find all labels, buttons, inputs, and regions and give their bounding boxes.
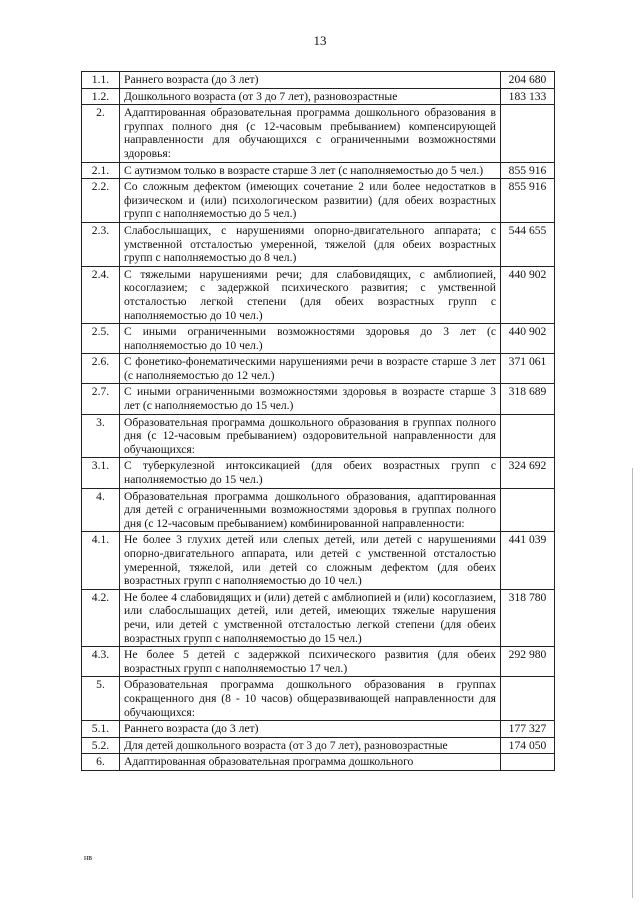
row-description: Образовательная программа дошкольного образования в группах сокращенного дня (8 - 10 часов) общеразвивающей направленности для обучающихся:: [120, 677, 501, 721]
row-number: 1.1.: [82, 72, 120, 89]
row-description: С иными ограниченными возможностями здоровья до 3 лет (с наполняемостью до 10 чел.): [120, 324, 501, 354]
row-number: 4.3.: [82, 647, 120, 677]
row-value: 855 916: [501, 162, 555, 179]
row-description: С иными ограниченными возможностями здоровья в возрасте старше 3 лет (с наполняемостью до 15 чел.): [120, 384, 501, 414]
row-number: 3.: [82, 414, 120, 458]
row-value: 174 050: [501, 737, 555, 754]
row-number: 1.2.: [82, 88, 120, 105]
row-value: [501, 677, 555, 721]
row-value: 292 980: [501, 647, 555, 677]
row-description: С тяжелыми нарушениями речи; для слабовидящих, с амблиопией, косоглазием; с задержкой психического развития; с умственной отсталостью легкой степени (для обеих возрастных групп с наполняемостью до 10 чел.): [120, 266, 501, 323]
row-number: 2.6.: [82, 354, 120, 384]
row-value: 371 061: [501, 354, 555, 384]
table-row: [82, 589, 555, 646]
table-row: [82, 324, 555, 354]
footer-initials: нв: [84, 853, 93, 862]
row-value: [501, 414, 555, 458]
row-number: 2.5.: [82, 324, 120, 354]
table-row: [82, 488, 555, 532]
row-value: 318 689: [501, 384, 555, 414]
row-description: Дошкольного возраста (от 3 до 7 лет), разновозрастные: [120, 88, 501, 105]
row-description: Для детей дошкольного возраста (от 3 до 7 лет), разновозрастные: [120, 737, 501, 754]
row-number: 2.2.: [82, 179, 120, 223]
row-value: 183 133: [501, 88, 555, 105]
row-number: 2.4.: [82, 266, 120, 323]
row-description: Образовательная программа дошкольного образования, адаптированная для детей с ограниченными возможностями здоровья в группах полного дня (с 12-часовым пребыванием) комбинированной направленности:: [120, 488, 501, 532]
table-row: [82, 354, 555, 384]
tariff-table: [81, 71, 555, 771]
table-row: [82, 737, 555, 754]
table-row: [82, 222, 555, 266]
row-description: Образовательная программа дошкольного образования в группах полного дня (с 12-часовым пребыванием) оздоровительной направленности для обучающихся:: [120, 414, 501, 458]
row-description: Со сложным дефектом (имеющих сочетание 2 или более недостатков в физическом и (или) психологическом развитии) (для обеих возрастных групп с наполняемостью до 5 чел.): [120, 179, 501, 223]
table-row: [82, 677, 555, 721]
row-number: 4.2.: [82, 589, 120, 646]
row-value: 855 916: [501, 179, 555, 223]
row-description: Не более 4 слабовидящих и (или) детей с амблиопией и (или) косоглазием, или слабослышащих детей, или детей, имеющих тяжелые нарушения речи, или детей с умственной отсталостью легкой степени (для обеих возрастных групп с наполняемостью до 15 чел.): [120, 589, 501, 646]
row-value: [501, 105, 555, 162]
row-value: 318 780: [501, 589, 555, 646]
table-row: [82, 72, 555, 89]
table-row: [82, 266, 555, 323]
row-value: 177 327: [501, 721, 555, 738]
table-row: [82, 458, 555, 488]
row-number: 5.: [82, 677, 120, 721]
row-number: 3.1.: [82, 458, 120, 488]
row-value: 204 680: [501, 72, 555, 89]
scan-edge-line: [632, 468, 633, 898]
row-description: Не более 3 глухих детей или слепых детей, или детей с нарушениями опорно-двигательного аппарата, или детей с умственной отсталостью умеренной, тяжелой, или детей со сложным дефектом (для обеих возрастных групп с наполняемостью до 10 чел.): [120, 532, 501, 589]
row-value: 544 655: [501, 222, 555, 266]
row-value: 441 039: [501, 532, 555, 589]
row-number: 5.1.: [82, 721, 120, 738]
table-row: [82, 754, 555, 771]
row-number: 6.: [82, 754, 120, 771]
table-row: [82, 721, 555, 738]
row-number: 5.2.: [82, 737, 120, 754]
row-value: 440 902: [501, 324, 555, 354]
row-description: С аутизмом только в возрасте старше 3 лет (с наполняемостью до 5 чел.): [120, 162, 501, 179]
table-row: [82, 105, 555, 162]
row-number: 2.7.: [82, 384, 120, 414]
row-description: Слабослышащих, с нарушениями опорно-двигательного аппарата; с умственной отсталостью умеренной, тяжелой (для обеих возрастных групп с наполняемостью до 8 чел.): [120, 222, 501, 266]
row-number: 2.1.: [82, 162, 120, 179]
row-value: [501, 754, 555, 771]
table-body: [82, 72, 555, 771]
row-value: 440 902: [501, 266, 555, 323]
row-number: 2.: [82, 105, 120, 162]
row-number: 4.: [82, 488, 120, 532]
table-row: [82, 532, 555, 589]
row-description: Не более 5 детей с задержкой психического развития (для обеих возрастных групп с наполняемостью 17 чел.): [120, 647, 501, 677]
table-row: [82, 179, 555, 223]
row-description: С туберкулезной интоксикацией (для обеих возрастных групп с наполняемостью до 15 чел.): [120, 458, 501, 488]
table-row: [82, 384, 555, 414]
table-row: [82, 162, 555, 179]
row-number: 4.1.: [82, 532, 120, 589]
row-number: 2.3.: [82, 222, 120, 266]
row-value: [501, 488, 555, 532]
page-number: 13: [313, 33, 327, 48]
row-value: 324 692: [501, 458, 555, 488]
row-description: Адаптированная образовательная программа дошкольного: [120, 754, 501, 771]
row-description: Раннего возраста (до 3 лет): [120, 721, 501, 738]
table-row: [82, 414, 555, 458]
row-description: Адаптированная образовательная программа дошкольного образования в группах полного дня (с 12-часовым пребыванием) компенсирующей направленности для обучающихся с ограниченными возможностями здоровья:: [120, 105, 501, 162]
row-description: Раннего возраста (до 3 лет): [120, 72, 501, 89]
table-row: [82, 88, 555, 105]
row-description: С фонетико-фонематическими нарушениями речи в возрасте старше 3 лет (с наполняемостью до 12 чел.): [120, 354, 501, 384]
table-row: [82, 647, 555, 677]
